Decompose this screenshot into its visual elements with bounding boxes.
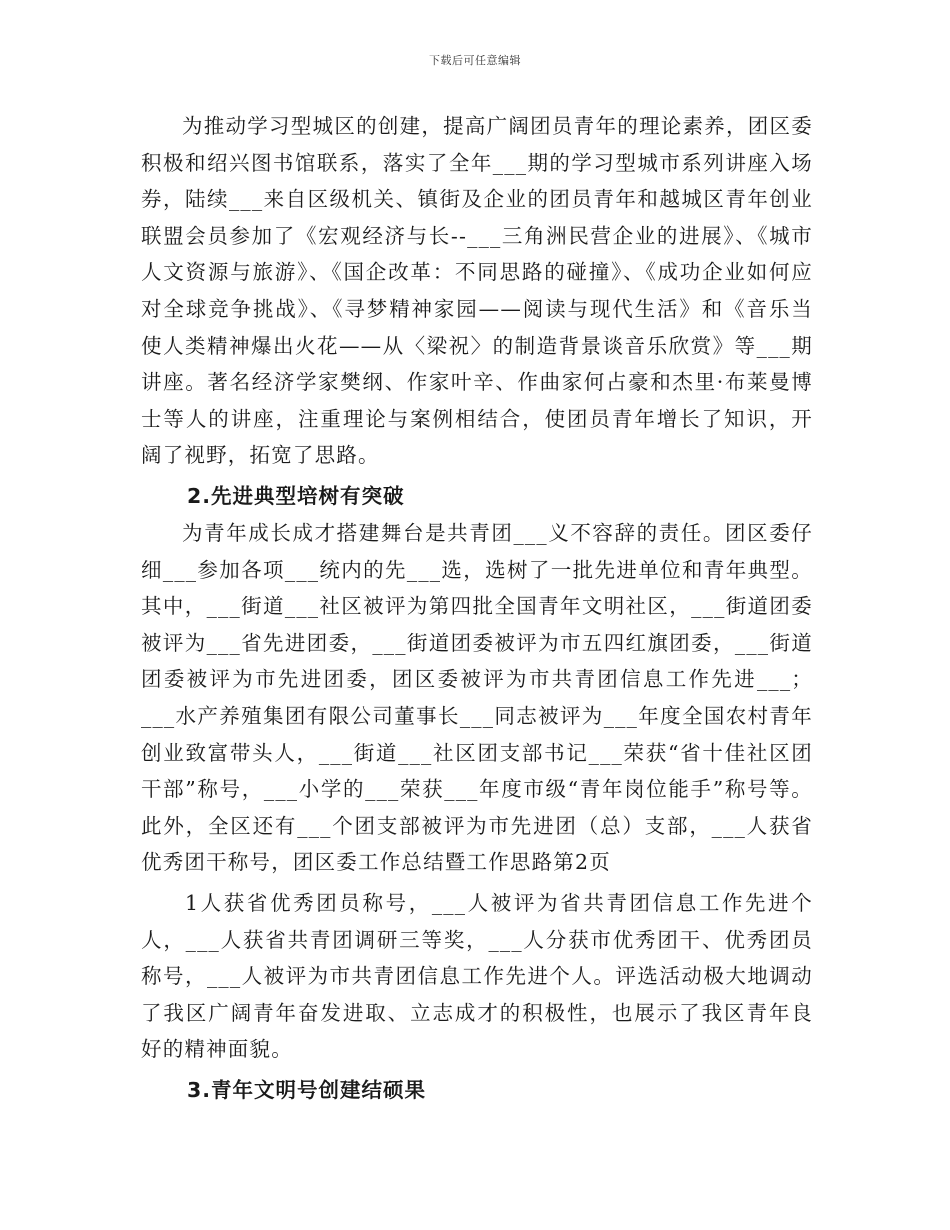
section-heading-3: 3.青年文明号创建结硕果 xyxy=(187,1078,427,1102)
header-note: 下载后可任意编辑 xyxy=(429,54,521,67)
section-heading-2: 2.先进典型培树有突破 xyxy=(187,484,405,508)
paragraph-awards-continued: 1人获省优秀团员称号，___人被评为省共青团信息工作先进个人，___人获省共青团调研三等奖，___人分获市优秀团干、优秀团员称号，___人被评为市共青团信息工作先进个人。评选活动极大地调动了我区广阔青年奋发进取、立志成才的积极性，也展示了我区青年良好的精神面貌。 xyxy=(141,891,813,1062)
paragraph-learning-lectures: 为推动学习型城区的创建，提高广阔团员青年的理论素养，团区委积极和绍兴图书馆联系，落实了全年___期的学习型城市系列讲座入场券，陆续___来自区级机关、镇街及企业的团员青年和越城区青年创业联盟会员参加了《宏观经济与长--___三角洲民营企业的进展》、《城市人文资源与旅游》、《国企改革：不同思路的碰撞》、《成功企业如何应对全球竞争挑战》、《寻梦精神家园——阅读与现代生活》和《音乐当使人类精神爆出火花——从〈梁祝〉的制造背景谈音乐欣赏》等___期讲座。著名经济学家樊纲、作家叶辛、作曲家何占豪和杰里·布莱曼博士等人的讲座，注重理论与案例相结合，使团员青年增长了知识，开阔了视野，拓宽了思路。 xyxy=(141,114,813,468)
paragraph-advanced-models: 为青年成长成才搭建舞台是共青团___义不容辞的责任。团区委仔细___参加各项___统内的先___选，选树了一批先进单位和青年典型。其中，___街道___社区被评为第四批全国青年文明社区，___街道团委被评为___省先进团委，___街道团委被评为市五四红旗团委，___街道团委被评为市先进团委，团区委被评为市共青团信息工作先进___；___水产养殖集团有限公司董事长___同志被评为___年度全国农村青年创业致富带头人，___街道___社区团支部书记___荣获“省十佳社区团干部”称号，___小学的___荣获___年度市级“青年岗位能手”称号等。此外，全区还有___个团支部被评为市先进团（总）支部，___人获省优秀团干称号，团区委工作总结暨工作思路第2页 xyxy=(141,521,813,875)
